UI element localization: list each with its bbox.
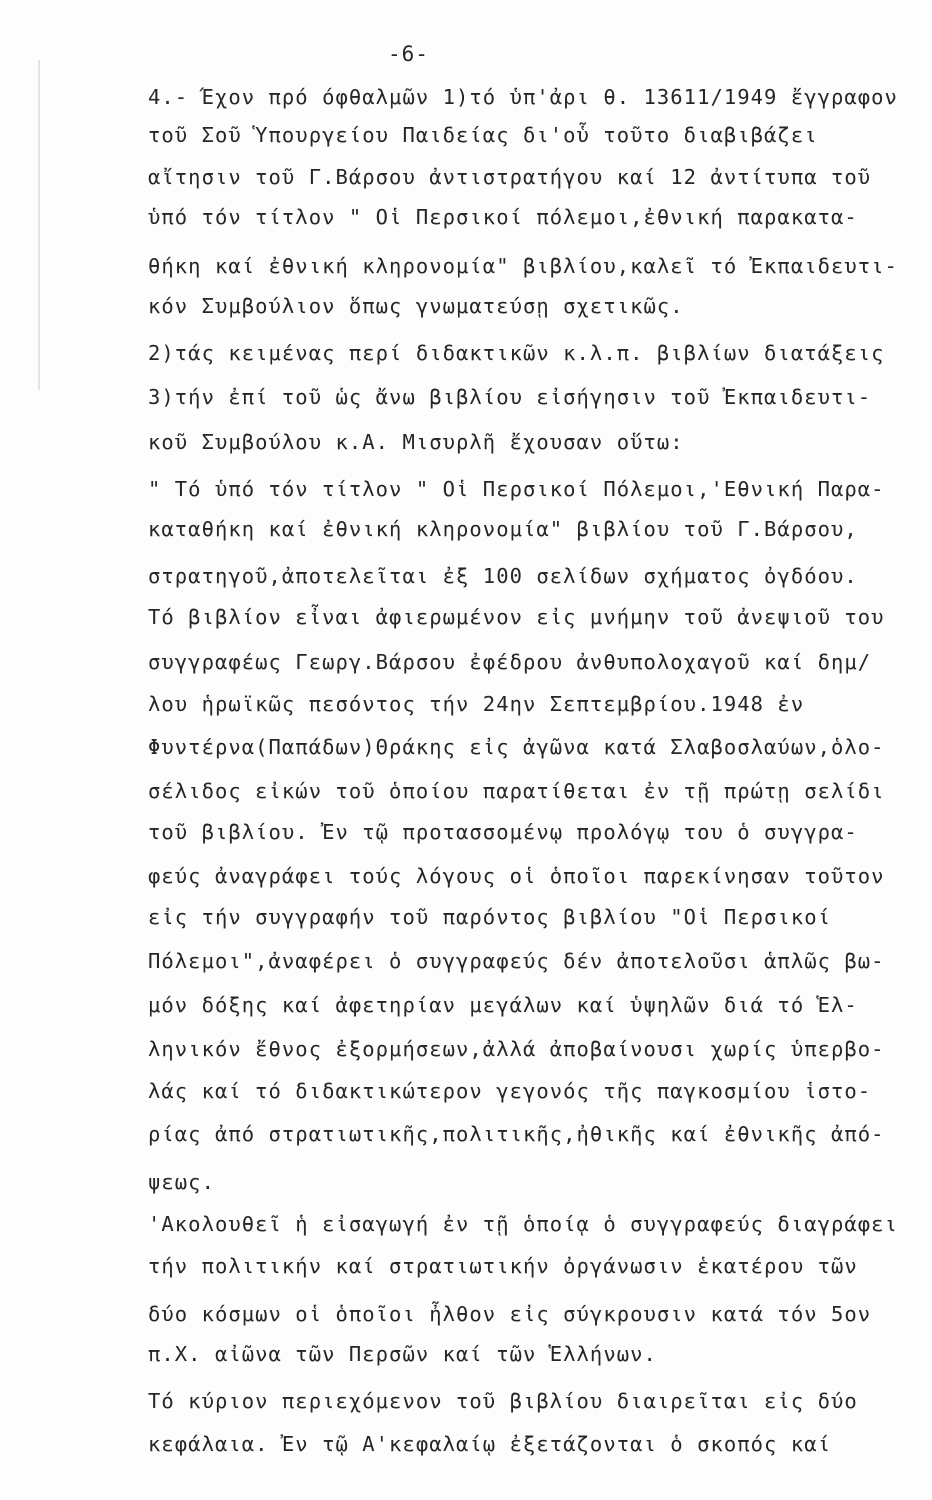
- text-line: μόν δόξης καί ἀφετηρίαν μεγάλων καί ὑψηλῶν διά τό Ἑλ-: [148, 993, 858, 1017]
- text-line: τήν πολιτικήν καί στρατιωτικήν ὀργάνωσιν ἑκατέρου τῶν: [148, 1254, 858, 1278]
- text-line: 3)τήν ἐπί τοῦ ὡς ἄνω βιβλίου εἰσήγησιν τοῦ Ἐκπαιδευτι-: [148, 385, 872, 409]
- text-line: εἰς τήν συγγραφήν τοῦ παρόντος βιβλίου "Οἱ Περσικοί: [148, 905, 831, 929]
- text-line: π.Χ. αἰῶνα τῶν Περσῶν καί τῶν Ἑλλήνων.: [148, 1342, 657, 1366]
- text-line: λου ἡρωϊκῶς πεσόντος τήν 24ην Σεπτεμβρίου.1948 ἐν: [148, 692, 805, 716]
- text-line: 'Ακολουθεῖ ἡ εἰσαγωγή ἐν τῇ ὁποίᾳ ὁ συγγραφεύς διαγράφει: [148, 1212, 898, 1236]
- text-line: ρίας ἀπό στρατιωτικῆς,πολιτικῆς,ἠθικῆς καί ἐθνικῆς ἀπό-: [148, 1122, 885, 1146]
- text-line: Φυντέρνα(Παπάδων)Θράκης εἰς ἀγῶνα κατά Σλαβοσλαύων,ὁλο-: [148, 735, 885, 759]
- text-line: αἴτησιν τοῦ Γ.Βάρσου ἀντιστρατήγου καί 12 ἀντίτυπα τοῦ: [148, 165, 872, 189]
- text-line: στρατηγοῦ,ἀποτελεῖται ἐξ 100 σελίδων σχήματος ὀγδόου.: [148, 564, 858, 588]
- text-line: 2)τάς κειμένας περί διδακτικῶν κ.λ.π. βιβλίων διατάξεις: [148, 341, 885, 365]
- text-line: δύο κόσμων οἱ ὁποῖοι ἦλθον εἰς σύγκρουσιν κατά τόν 5ον: [148, 1302, 872, 1326]
- text-line: σέλιδος εἰκών τοῦ ὁποίου παρατίθεται ἐν τῇ πρώτῃ σελίδι: [148, 779, 885, 803]
- text-line: κοῦ Συμβούλου κ.Α. Μισυρλῆ ἔχουσαν οὕτω:: [148, 430, 684, 454]
- text-line: συγγραφέως Γεωργ.Βάρσου ἐφέδρου ἀνθυπολοχαγοῦ καί δημ/: [148, 650, 872, 674]
- text-line: Τό κύριον περιεχόμενον τοῦ βιβλίου διαιρεῖται εἰς δύο: [148, 1389, 858, 1413]
- text-line: ληνικόν ἔθνος ἐξορμήσεων,ἀλλά ἀποβαίνουσι χωρίς ὑπερβο-: [148, 1037, 885, 1061]
- text-line: θήκη καί ἐθνική κληρονομία" βιβλίου,καλεῖ τό Ἐκπαιδευτι-: [148, 254, 898, 278]
- text-line: φεύς ἀναγράφει τούς λόγους οἱ ὁποῖοι παρεκίνησαν τοῦτον: [148, 864, 885, 888]
- page-number: -6-: [388, 42, 429, 66]
- text-line: 4.- Έχον πρό όφθαλμῶν 1)τό ὑπ'ἀρι θ. 13611/1949 ἔγγραφον: [148, 85, 898, 109]
- margin-rule: [38, 60, 40, 390]
- text-line: καταθήκη καί ἐθνική κληρονομία" βιβλίου τοῦ Γ.Βάρσου,: [148, 517, 858, 541]
- text-line: κόν Συμβούλιον ὅπως γνωματεύσῃ σχετικῶς.: [148, 294, 684, 318]
- text-line: " Τό ὑπό τόν τίτλον " Οἱ Περσικοί Πόλεμοι,'Εθνική Παρα-: [148, 477, 885, 501]
- text-line: ψεως.: [148, 1170, 215, 1194]
- text-line: κεφάλαια. Ἐν τῷ Α'κεφαλαίῳ ἐξετάζονται ὁ σκοπός καί: [148, 1432, 831, 1456]
- text-line: τοῦ Σοῦ Ὑπουργείου Παιδείας δι'οὗ τοῦτο διαβιβάζει: [148, 123, 818, 147]
- text-line: Πόλεμοι",ἀναφέρει ὁ συγγραφεύς δέν ἀποτελοῦσι ἁπλῶς βω-: [148, 949, 885, 973]
- text-line: τοῦ βιβλίου. Ἐν τῷ προτασσομένῳ προλόγῳ του ὁ συγγρα-: [148, 820, 858, 844]
- text-line: ὑπό τόν τίτλον " Οἱ Περσικοί πόλεμοι,ἐθνική παρακατα-: [148, 205, 858, 229]
- text-line: Τό βιβλίον εἶναι ἀφιερωμένον εἰς μνήμην τοῦ ἀνεψιοῦ του: [148, 605, 885, 629]
- text-line: λάς καί τό διδακτικώτερον γεγονός τῆς παγκοσμίου ἱστο-: [148, 1079, 872, 1103]
